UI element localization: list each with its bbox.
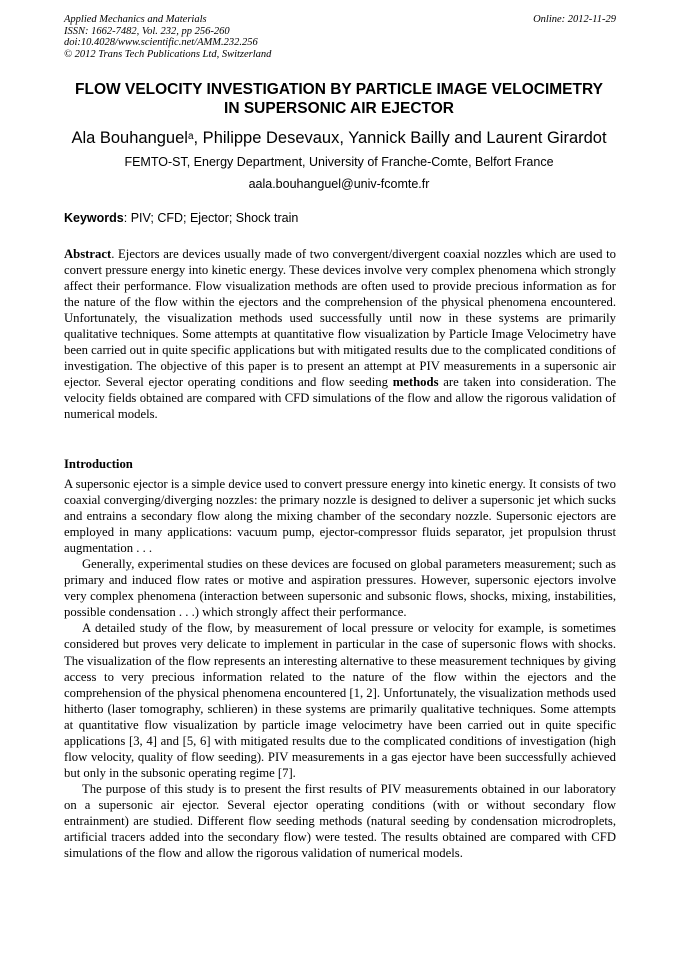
introduction-body — [64, 476, 616, 861]
copyright-line: © 2012 Trans Tech Publications Ltd, Switzerland — [64, 48, 272, 60]
abstract-bold-word: methods — [392, 375, 439, 390]
abstract-text-1: . Ejectors are devices usually made of two convergent/divergent coaxial nozzles which are used to convert pressure energy into kinetic energy. These devices involve very complex phenomena which strongly affect their performance. Flow visualization methods are often used to provide precious information as for the nature of the flow within the ejectors and the comprehension of the physical phenomena encountered. Unfortunately, the visualization methods used successfully until now in these systems are primarily qualitative techniques. Some attempts at quantitative flow visualization by Particle Image Velocimetry have been carried out in quite specific applications but with mitigated results due to the complicated conditions of investigation. The objective of this paper is to present an attempt at PIV measurements in a supersonic air ejector. Several ejector operating conditions and flow seeding — [64, 247, 616, 390]
intro-paragraph-2: Generally, experimental studies on these devices are focused on global parameters measurement; such as primary and induced flow rates or motive and aspiration pressures. However, supersonic ejectors involve very complex phenomena (interaction between supersonic and subsonic flows, shocks, mixing, instabilities, possible condensation . . .) which strongly affect their performance. — [64, 557, 616, 620]
intro-paragraph-3: A detailed study of the flow, by measurement of local pressure or velocity for example, is sometimes considered but proves very delicate to implement in particular in the case of supersonic flows with shocks. The visualization of the flow represents an interesting alternative to these measurement techniques by giving access to very precious information related to the nature of the flow within the ejectors and the comprehension of the physical phenomena encountered [1, 2]. Unfortunately, the visualization methods used hitherto (laser tomography, schlieren) in these systems are primarily qualitative techniques. Some attempts at quantitative flow visualization by particle image velocimetry have been carried out in quite specific applications [3, 4] and [5, 6] with mitigated results due to the complicated conditions of investigation (high flow velocity, quality of flow seeding). PIV measurements in a gas ejector have been successfully achieved but only in the subsonic operating regime [7]. — [64, 621, 616, 780]
intro-paragraph-4: The purpose of this study is to present the first results of PIV measurements obtained in our laboratory on a supersonic air ejector. Several ejector operating conditions (with or without secondary flow entrainment) are studied. Different flow seeding methods (natural seeding by condensation microdroplets, artificial tracers added into the secondary flow) were tested. The results obtained are compared with CFD simulations of the flow and allow the rigorous validation of numerical models. — [64, 781, 616, 861]
intro-paragraph-1: A supersonic ejector is a simple device used to convert pressure energy into kinetic energy. It consists of two coaxial converging/diverging nozzles: the primary nozzle is designed to deliver a supersonic jet which sucks and entrains a secondary flow along the mixing chamber of the secondary nozzle. Supersonic ejectors are employed in many applications: vacuum pump, ejector-compressor fluids separator, jet propulsion thrust augmentation . . . — [64, 477, 616, 556]
keywords-label: Keywords — [64, 211, 124, 225]
journal-name: Applied Mechanics and Materials — [64, 14, 207, 25]
first-author: Ala Bouhanguel — [71, 129, 188, 147]
title-line-1: FLOW VELOCITY INVESTIGATION BY PARTICLE IMAGE VELOCIMETRY — [75, 81, 603, 98]
abstract — [64, 246, 616, 423]
introduction-heading: Introduction — [64, 457, 133, 471]
doi-line: doi:10.4028/www.scientific.net/AMM.232.256 — [64, 37, 258, 48]
title-line-2: IN SUPERSONIC AIR EJECTOR — [224, 100, 454, 117]
affiliation-marker: a — [187, 131, 194, 142]
keywords-text: : PIV; CFD; Ejector; Shock train — [123, 211, 299, 225]
journal-header — [64, 14, 616, 60]
author-email: aala.bouhanguel@univ-fcomte.fr — [248, 177, 430, 191]
affiliation: FEMTO-ST, Energy Department, University of Franche-Comte, Belfort France — [124, 155, 554, 169]
issn-line: ISSN: 1662-7482, Vol. 232, pp 256-260 — [64, 25, 230, 37]
abstract-label: Abstract — [64, 247, 112, 261]
author-list — [20, 128, 658, 151]
keywords-line — [64, 211, 616, 226]
paper-title — [40, 80, 638, 118]
other-authors: , Philippe Desevaux, Yannick Bailly and Laurent Girardot — [193, 129, 607, 147]
online-date: Online: 2012-11-29 — [533, 14, 616, 25]
abstract-text-2: are taken into consideration. The velocity fields obtained are compared with CFD simulations of the flow and allow the rigorous validation of numerical models. — [64, 375, 617, 422]
